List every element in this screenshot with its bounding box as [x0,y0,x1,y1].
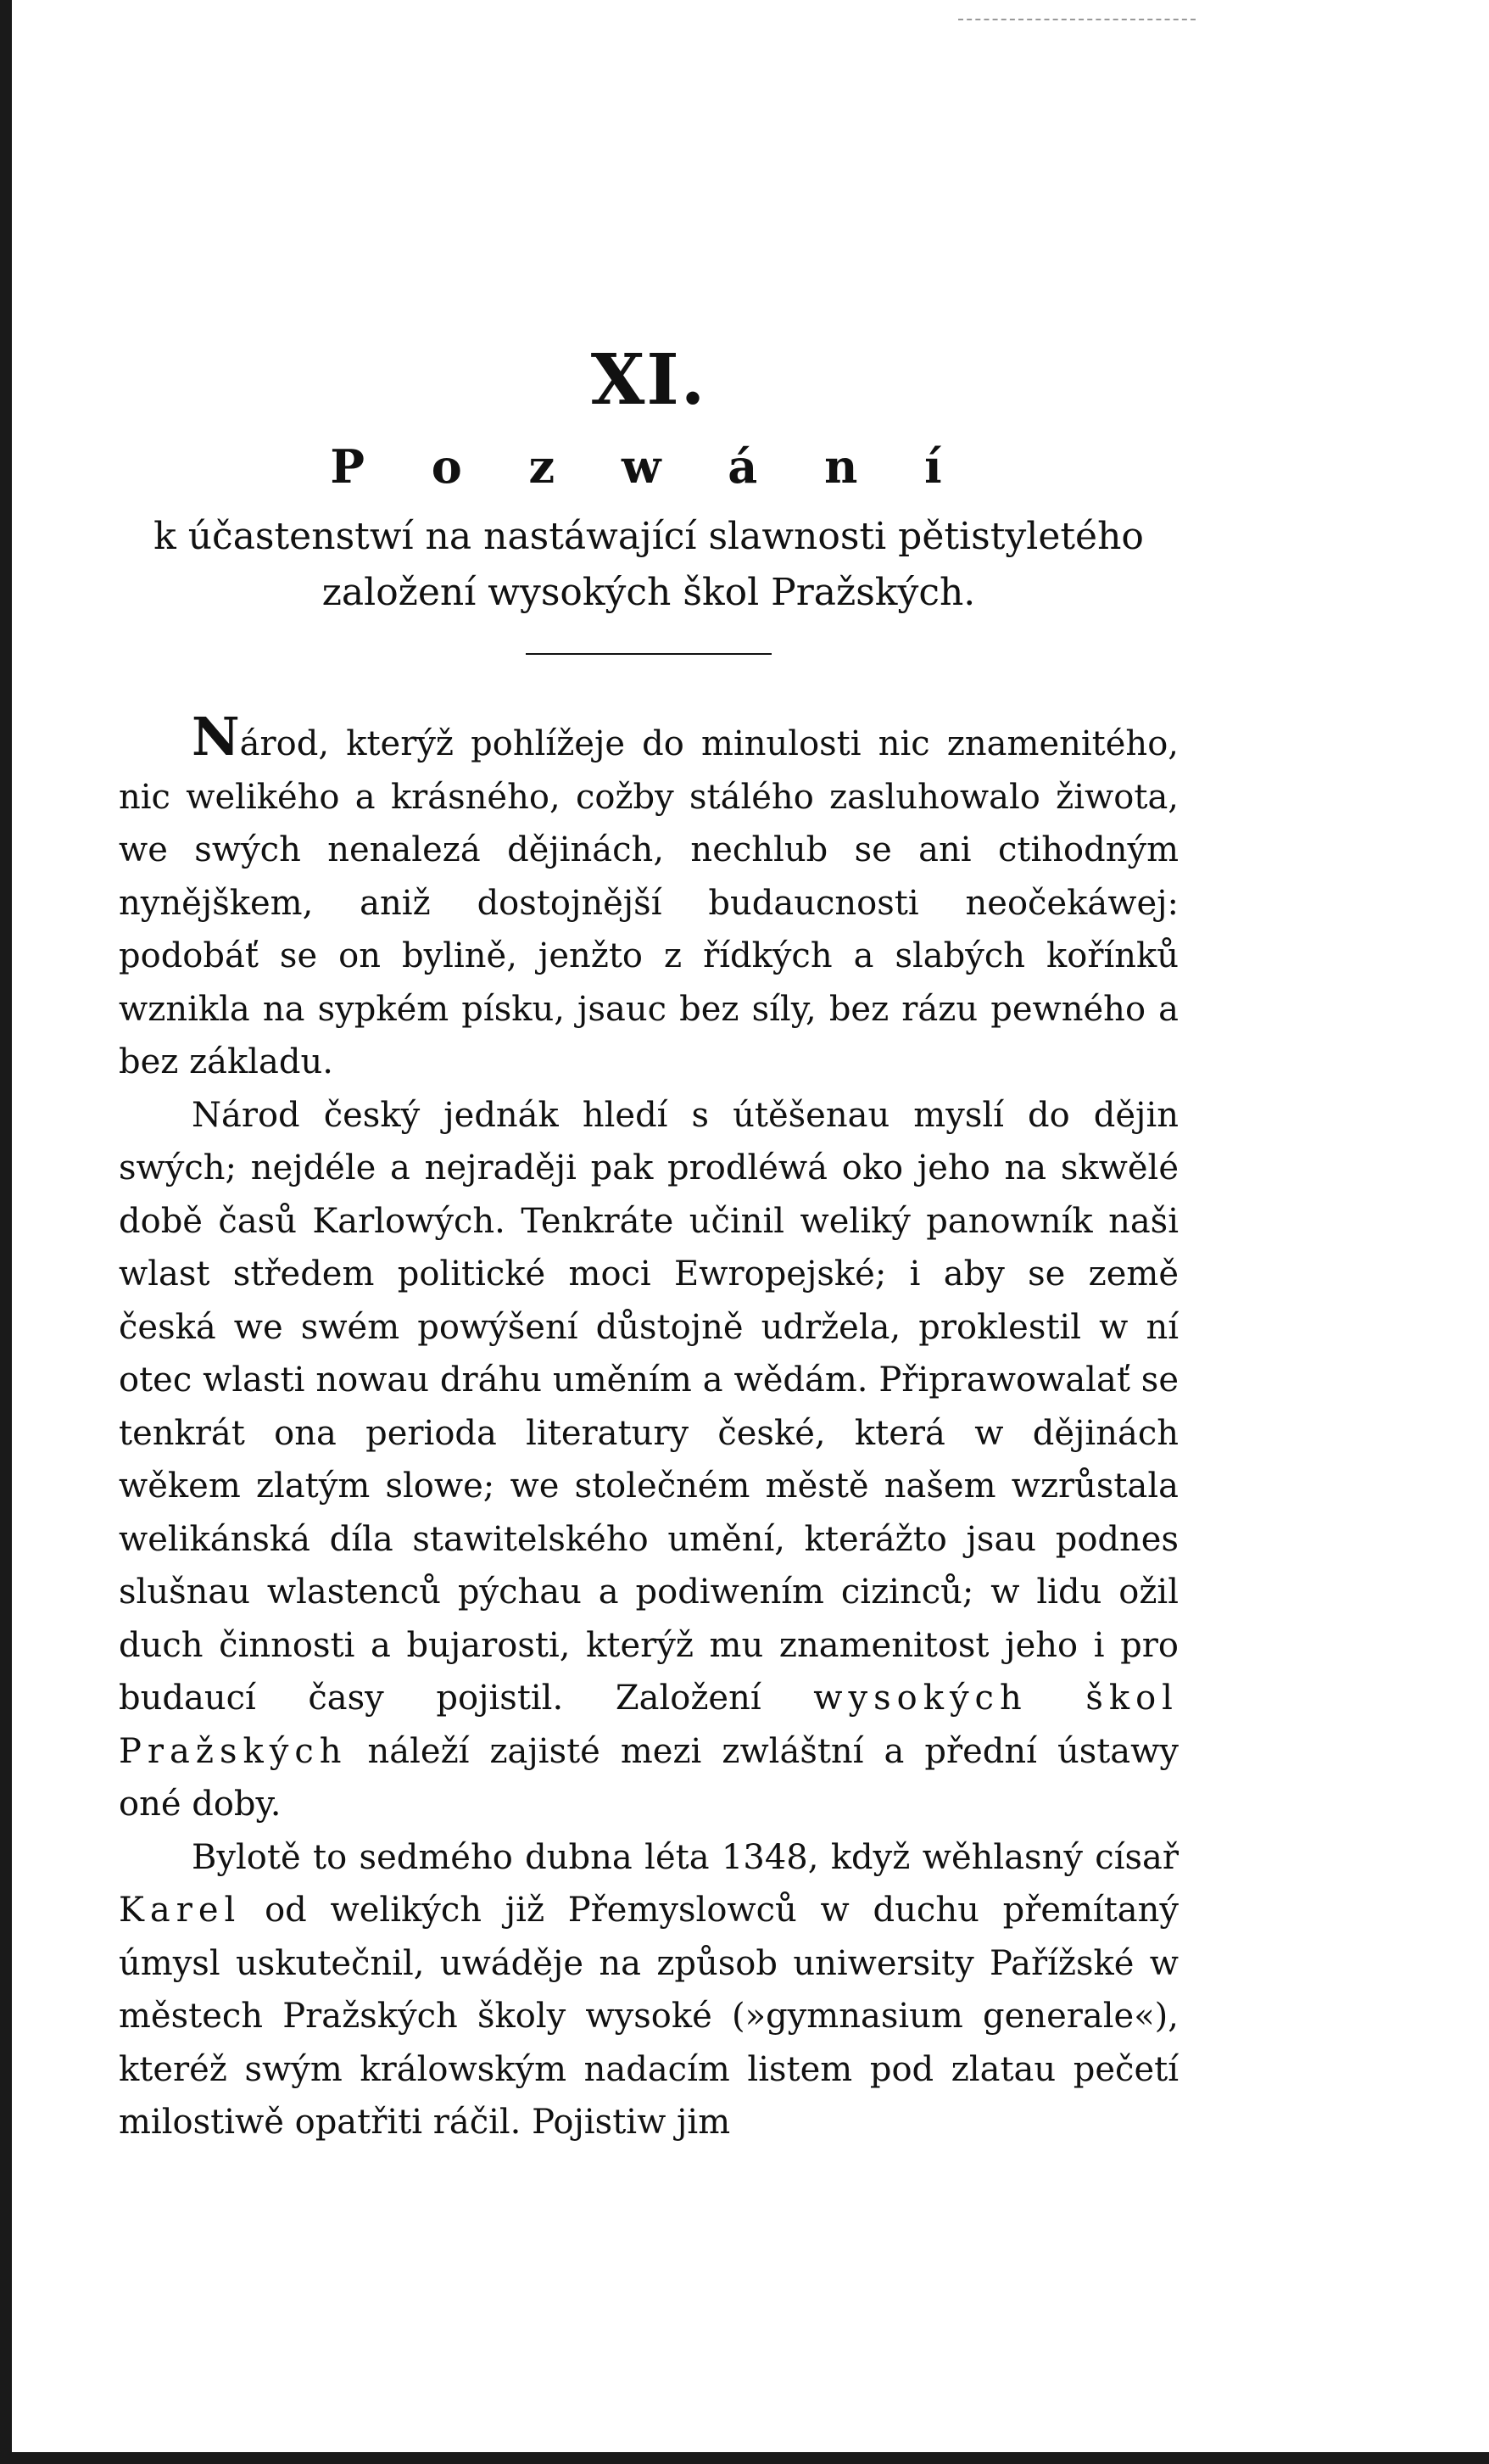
paragraph-2-emphasis: wysokých škol Pražských [119,1679,1179,1771]
drop-cap: N [192,706,240,768]
paragraph-1-text: árod, kterýž pohlížeje do minulosti nic znamenitého, nic welikého a krásného, cožby stálého zasluhowalo žiwota, we swých nenalezá dějinách, nechlub se ani ctihodným nynějškem, aniž dostojnější budaucnosti neočekáwej: podobáť se on bylině, jenžto z řídkých a slabých kořínků wznikla na sypkém písku, jsauc bez síly, bez rázu pewného a bez základu. [119,724,1179,1081]
paragraph-2-text-b: náleží zajisté mezi zwláštní a přední ústawy oné doby. [119,1731,1179,1824]
chapter-number: XI. [590,339,707,421]
paragraph-3-emphasis: Karel [119,1891,242,1930]
paragraph-1 [119,706,1179,1089]
paragraph-2-text-a: Národ český jednák hledí s útěšenau myslí do dějin swých; nejdéle a nejraději pak prodléwá oko jeho na skwělé době časů Karlowých. Tenkráte učinil weliký panowník naši wlast středem politické moci Ewropejské; i aby se země česká we swém powýšení důstojně udržela, proklestil w ní otec wlasti nowau dráhu uměním a wědám. Připrawowalať se tenkrát ona perioda literatury české, která w dějinách wěkem zlatým slowe; we stolečném městě našem wzrůstala welikánská díla stawitelského umění, kterážto jsau podnes slušnau wlastenců pýchau a podiwením cizinců; w lidu ožil duch činnosti a bujarosti, kterýž mu znamenitost jeho i pro budaucí časy pojistil. Založení [119,1095,1179,1718]
subtitle-line-1: k účastenstwí na nastáwající slawnosti pětistyletého [153,515,1144,558]
document-page [119,339,1179,2149]
paragraph-3 [119,1831,1179,2149]
subtitle [119,509,1179,621]
paragraph-3-text-b: od welikých již Přemyslowců w duchu přemítaný úmysl uskutečnil, uwáděje na způsob uniwersity Pařížské w městech Pražských školy wysoké (»gymnasium generale«), kteréž swým králowským nadacím listem pod zlatau pečetí milostiwě opatřiti ráčil. Pojistiw jim [119,1891,1179,2142]
paragraph-3-text-a: Bylotě to sedmého dubna léta 1348, když wěhlasný císař [192,1837,1179,1877]
page-title: P o z w á n í [330,439,968,494]
subtitle-line-2: založení wysokých škol Pražských. [321,571,976,614]
paragraph-2 [119,1089,1179,1831]
page-scan-edge-bottom [0,2452,1489,2464]
page-scan-edge-left [0,0,12,2464]
title-divider [526,653,772,655]
scan-artifact-mark [958,19,1196,54]
